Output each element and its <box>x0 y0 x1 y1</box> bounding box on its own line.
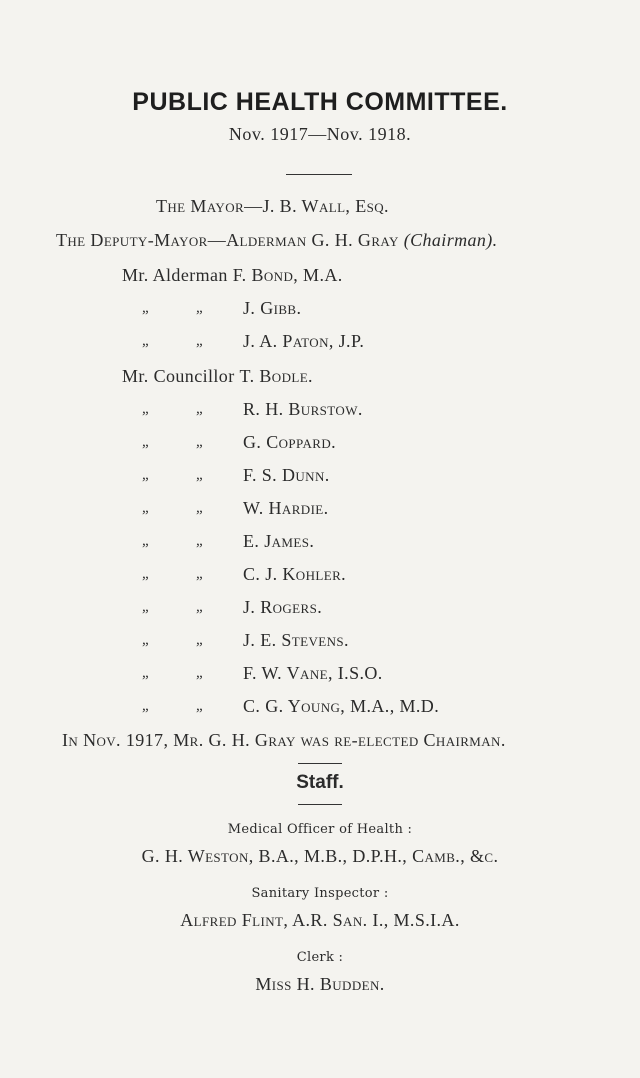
ditto-mark: „ <box>142 533 149 549</box>
si-title: Sanitary Inspector : <box>251 886 389 901</box>
ditto-mark: „ <box>196 467 203 483</box>
ditto-mark: „ <box>196 434 203 450</box>
deputy-line <box>56 230 498 251</box>
clerk-name <box>0 974 640 995</box>
councillor-name: F. W. Vane, I.S.O. <box>243 663 383 683</box>
ditto-mark: „ <box>142 599 149 615</box>
ditto-mark: „ <box>196 632 203 648</box>
councillor-name: E. James. <box>243 531 315 551</box>
ditto-mark: „ <box>196 401 203 417</box>
ditto-mark: „ <box>196 533 203 549</box>
mayor-line: The Mayor—J. B. Wall, Esq. <box>156 196 389 216</box>
ditto-mark: „ <box>196 500 203 516</box>
ditto-mark: „ <box>142 300 149 316</box>
ditto-mark: „ <box>142 434 149 450</box>
deputy-text: The Deputy-Mayor—Alderman G. H. Gray <box>56 230 399 250</box>
councillor-name: J. E. Stevens. <box>243 630 349 650</box>
alderman-name: F. Bond, M.A. <box>232 265 343 285</box>
councillor-name: R. H. Burstow. <box>243 399 363 419</box>
clerk-title: Clerk : <box>296 950 344 965</box>
councillor-prefix: Mr. Councillor <box>122 366 235 386</box>
si-name <box>0 910 640 931</box>
ditto-mark: „ <box>196 333 203 349</box>
alderman-line-1 <box>122 265 343 286</box>
page-title: PUBLIC HEALTH COMMITTEE. <box>132 88 508 116</box>
staff-heading: Staff. <box>296 772 344 793</box>
date-range: Nov. 1917—Nov. 1918. <box>228 124 412 144</box>
ditto-mark: „ <box>142 500 149 516</box>
clerk-name-text: Miss H. Budden. <box>255 974 385 994</box>
councillor-name: T. Bodle. <box>239 366 313 386</box>
councillor-name: C. J. Kohler. <box>243 564 347 584</box>
divider <box>298 763 342 764</box>
divider <box>298 804 342 805</box>
ditto-mark: „ <box>142 467 149 483</box>
alderman-name: J. A. Paton, J.P. <box>243 331 365 351</box>
moh-name-text: G. H. Weston, B.A., M.B., D.P.H., Camb., &c. <box>141 846 499 866</box>
councillor-name: W. Hardie. <box>243 498 329 518</box>
councillor-name: G. Coppard. <box>243 432 337 452</box>
moh-title: Medical Officer of Health : <box>227 822 413 837</box>
alderman-name: J. Gibb. <box>243 298 302 318</box>
councillor-name: F. S. Dunn. <box>243 465 330 485</box>
divider <box>286 174 352 175</box>
ditto-mark: „ <box>196 566 203 582</box>
ditto-mark: „ <box>142 401 149 417</box>
councillor-name: C. G. Young, M.A., M.D. <box>243 696 440 716</box>
ditto-mark: „ <box>196 599 203 615</box>
councillor-line-1 <box>122 366 313 387</box>
ditto-mark: „ <box>142 665 149 681</box>
re-election-note: In Nov. 1917, Mr. G. H. Gray was re-elected Chairman. <box>62 730 506 750</box>
ditto-mark: „ <box>142 333 149 349</box>
ditto-mark: „ <box>196 300 203 316</box>
ditto-mark: „ <box>142 632 149 648</box>
chairman-label: (Chairman). <box>403 230 498 250</box>
moh-name <box>0 846 640 867</box>
ditto-mark: „ <box>142 698 149 714</box>
councillor-name: J. Rogers. <box>243 597 323 617</box>
ditto-mark: „ <box>196 698 203 714</box>
ditto-mark: „ <box>142 566 149 582</box>
ditto-mark: „ <box>196 665 203 681</box>
alderman-prefix: Mr. Alderman <box>122 265 228 285</box>
si-name-text: Alfred Flint, A.R. San. I., M.S.I.A. <box>180 910 460 930</box>
